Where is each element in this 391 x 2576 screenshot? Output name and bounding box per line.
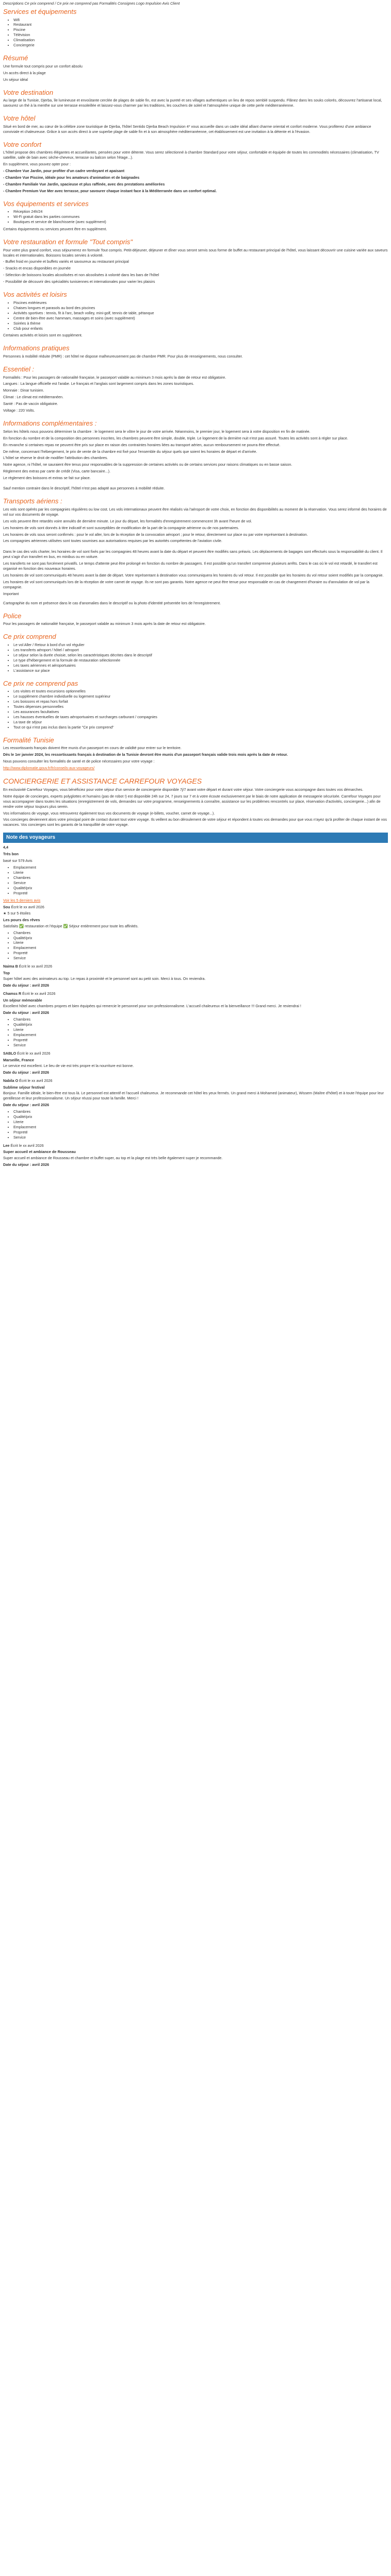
essentiel-line: Climat : Le climat est méditerranéen. <box>3 395 64 400</box>
review-author: Naima B <box>3 964 18 969</box>
review-text: Excellent hôtel avec chambres propres et bien équipées qui remercie le personnel pour son professionnalisme. L'accueil chaleureux et la bienveillance !!! Grand merci. Je reviendrai ! <box>3 1004 301 1009</box>
complementaires-para: En revanche si certaines repas ne peuvent être pris sur place en raison des contraintes horaires liées au transport aérien, aucun remboursement ne pourra être effectué. <box>3 442 281 447</box>
ne-comprend-item: • Les hausses éventuelles de taxes aéroportuaires et surcharges carburant / compagnies <box>13 715 388 720</box>
restauration-item: - Snacks et encas disponibles en journée <box>3 266 71 271</box>
review-criteria <box>3 930 388 961</box>
transferts-para: Les horaires de vol sont communiqués 48 heures avant la date de départ. Votre représentant à destination vous communiquera les horaires du vol retour. Il est possible que les horaires du vol retour soient modifiés par la compagnie. <box>3 573 384 578</box>
review-stars: ★ 5 sur 5 étoiles <box>3 911 31 916</box>
ne-comprend-item: • Les boissons et repas hors forfait <box>13 699 388 704</box>
review-criterion: • Emplacement <box>13 945 388 951</box>
ne-comprend-item: • Toutes dépenses personnelles <box>13 704 388 709</box>
confort-title: Votre confort <box>3 140 41 148</box>
supplement-line: - Chambre Vue Jardin, pour profiter d'un cadre verdoyant et apaisant <box>3 168 125 173</box>
reviews-header: Note des voyageurs <box>3 833 388 843</box>
review-date: Écrit le xx avril 2026 <box>19 1078 53 1083</box>
review-criterion: • Literie <box>13 1027 388 1032</box>
service-item: • Conciergerie <box>13 43 388 48</box>
service-item: • Télévision <box>13 32 388 38</box>
review-card <box>3 1051 388 1075</box>
criterion: • Propreté <box>13 891 388 896</box>
ne-comprend-item: • Les assurances facultatives <box>13 709 388 715</box>
review-title: Sublime séjour festival <box>3 1084 45 1090</box>
equipement-item: • Boutiques et service de blanchisserie (avec supplément) <box>13 219 388 225</box>
review-criterion: • Literie <box>13 940 388 945</box>
review-text: Satisfaits ✅ restauration et l'équipe ✅ Séjour entièrement pour toute les affinités. <box>3 923 139 928</box>
comprend-item: • Les transferts aéroport / hôtel / aéroport <box>13 648 388 653</box>
review-title: Les pours des rêves <box>3 918 40 923</box>
ne-comprend-item: • Tout ce qui n'est pas inclus dans la partie "Ce prix comprend" <box>13 725 388 730</box>
review-title: Super accueil et ambiance de Rousseau <box>3 1149 76 1155</box>
essentiel-line: Formalités : Pour les passagers de nationalité française, le passeport valable au minimum 3 mois après la date de retour est obligatoire. <box>3 375 226 380</box>
review-card <box>3 1078 388 1140</box>
review-date: Écrit le xx avril 2026 <box>22 991 56 996</box>
essentiel-line: Santé : Pas de vaccin obligatoire. <box>3 401 58 406</box>
review-criterion: • Qualité/prix <box>13 936 388 941</box>
destination-title: Votre destination <box>3 88 54 96</box>
view-reviews-link[interactable]: Voir les 5 derniers avis <box>3 897 41 903</box>
transferts-para: Les horaires de vol sont communiqués lors de la réception de votre carnet de voyage. Ils ne sont pas garantis. Notre agence ne peut être tenue pour responsable en cas de changement d'horaire ou d'annulation de vol par la compagnie. <box>3 580 369 589</box>
activites-list <box>3 300 388 331</box>
review-author: Nabila O <box>3 1078 19 1083</box>
service-item: • Piscine <box>13 27 388 32</box>
review-author: Chamss R <box>3 991 22 996</box>
resume-line: Une formule tout compris pour un confort absolu <box>3 63 83 69</box>
pratiques-text: Personnes à mobilité réduite (PMR) : cet hôtel ne dispose malheureusement pas de chambre PMR. Pour plus de renseignements, nous consulter. <box>3 353 243 359</box>
criterion: • Emplacement <box>13 865 388 870</box>
essentiel-line: Voltage : 220 Volts. <box>3 408 35 413</box>
review-stay-date: Date du séjour : avril 2026 <box>3 1070 50 1075</box>
reviews-criteria <box>3 865 388 896</box>
criterion: • Service <box>13 880 388 886</box>
review-title: Top <box>3 971 10 976</box>
essentiel-title: Essentiel : <box>3 365 34 373</box>
complementaires-para: Le règlement des boissons et extras se fait sur place. <box>3 476 91 481</box>
comprend-item: • Le type d'hébergement et la formule de restauration sélectionnée <box>13 658 388 663</box>
restauration-item: - Buffet froid en journée et buffets variés et savoureux au restaurant principal <box>3 259 129 264</box>
review-stay-date: Date du séjour : avril 2026 <box>3 1162 50 1167</box>
review-criterion: • Emplacement <box>13 1032 388 1038</box>
ne-comprend-item: • La taxe de séjour <box>13 720 388 725</box>
supplement-line: - Chambre Vue Piscine, idéale pour les amateurs d'animation et de baignades <box>3 175 140 180</box>
review-criterion: • Service <box>13 956 388 961</box>
review-title: Un séjour mémorable <box>3 998 42 1003</box>
review-author: Sou <box>3 904 10 909</box>
diplomatie-link[interactable]: http://www.diplomatie.gouv.fr/fr/conseils-aux-voyageurs/ <box>3 766 95 771</box>
comprend-title: Ce prix comprend <box>3 633 56 641</box>
review-criteria <box>3 1109 388 1140</box>
ne-comprend-item: • Les visites et toutes excursions optionnelles <box>13 689 388 694</box>
reviews-count: basé sur 579 Avis <box>3 858 32 863</box>
transferts-para: Les transferts ne sont pas forcément privatifs. Le temps d'attente peut être prolongé en fonction du nombre de passagers. Il est possible qu'un transfert comprenne plusieurs arrêts. Dans le cas où le vol est retardé, le transfert est organisé en fonction des nouveaux horaires. <box>3 561 378 571</box>
restauration-item: - Possibilité de découvrir des spécialités tunisiennes et internationales pour varier les plaisirs <box>3 279 155 284</box>
criterion: • Qualité/prix <box>13 886 388 891</box>
resume-line: Un accès direct à la plage <box>3 70 46 75</box>
activites-title: Vos activités et loisirs <box>3 291 67 299</box>
review-criterion: • Qualité/prix <box>13 1114 388 1120</box>
equipements-list <box>3 209 388 225</box>
review-criteria <box>3 1017 388 1048</box>
equipement-item: • Wi-Fi gratuit dans les parties communes <box>13 214 388 219</box>
destination-text: Au large de la Tunisie, Djerba, île lumineuse et envoûtante cerclée de plages de sable fin, est avec la pureté et ses villages authentiques un lieu de repos semblé suspendu. Flânez dans les souks colorés, découvrez l'artisanat local, savourez un thé à la menthe sur une terrasse ensoleillée et laissez-vous charmer par les traditions, les couchers de soleil et l'atmosphère unique de cette perle méditerranéenne. <box>3 98 382 108</box>
review-author: Lee <box>3 1143 10 1148</box>
conciergerie-para: En exclusivité Carrefour Voyages, vous bénéficiez pour votre séjour d'un service de conciergerie disponible 7j/7 avant votre départ et durant votre séjour. Votre conciergerie vous accompagne dans toutes vos démarches. <box>3 787 364 792</box>
review-text: Super hôtel avec des animateurs au top. Le repas à proximité et le personnel sont au petit soin. Merci à tous. On reviendra. <box>3 976 206 981</box>
complementaires-para: Selon les hôtels nous pouvons déterminer la chambre : le logement sera le vôtre le jour de votre arrivée. Néanmoins, le premier jour, le logement sera à votre disposition en fin de matinée. <box>3 429 311 434</box>
transport-title: Transports aériens : <box>3 497 62 505</box>
restauration-item: - Sélection de boissons locales alcoolisées et non alcoolisées à volonté dans les bars de l'hôtel <box>3 273 159 278</box>
review-date: Écrit le xx avril 2026 <box>11 904 44 909</box>
review-author: SABLO <box>3 1050 17 1056</box>
reviews-score: 4,4 <box>3 845 8 850</box>
service-item: • Restaurant <box>13 22 388 27</box>
criterion: • Chambres <box>13 875 388 880</box>
review-card <box>3 964 388 988</box>
review-criterion: • Propreté <box>13 1038 388 1043</box>
restauration-text: Pour votre plus grand confort, vous séjournerez en formule Tout compris. Petit-déjeuner, déjeuner et dîner vous seront servis sous forme de buffet au restaurant principal de l'hôtel, vous laissant découvrir une cuisine variée aux saveurs locales et internationales. Boissons locales servies à volonté. <box>3 247 388 258</box>
conciergerie-para: Vos concierges deviennent alors votre principal point de contact durant tout votre voyage. Ils veillent au bon déroulement de votre séjour et répondent à toutes vos demandes pour que vous n'ayez qu'à profiter de chaque instant de vos vacances. Vos concierges sont les garants de la tranquillité de votre voyage. <box>3 817 387 827</box>
ne-comprend-item: • Le supplément chambre individuelle ou logement supérieur <box>13 694 388 699</box>
formalite-title: Formalité Tunisie <box>3 736 54 744</box>
review-date: Écrit le xx avril 2026 <box>10 1143 44 1148</box>
hotel-title: Votre hôtel <box>3 114 36 123</box>
services-list <box>3 18 388 48</box>
transport-para: Les vols peuvent être retardés voire annulés de dernière minute. Le jour du départ, les formalités d'enregistrement commencent 3h avant l'heure de vol. <box>3 518 252 523</box>
comprend-list <box>3 642 388 673</box>
review-date: Écrit le xx avril 2026 <box>17 1050 51 1056</box>
conciergerie-para: Vos informations de voyage, vous retrouverez également tous vos documents de voyage (e-billets, voucher, carnet de voyage...). <box>3 810 215 816</box>
transport-para: Les horaires de vols sous seront confirmés : pour le vol aller, lors de la réception de la convocation aéroport ; pour le retour, directement sur place ou par votre représentant à destination. <box>3 532 308 537</box>
complementaires-para: Règlement des extras par carte de crédit (Visa, carte bancaire...). <box>3 469 111 474</box>
review-card <box>3 1143 388 1167</box>
activites-note: Certaines activités et loisirs sont en supplément. <box>3 333 83 338</box>
page <box>0 0 391 1175</box>
review-criterion: • Chambres <box>13 1109 388 1114</box>
review-criterion: • Propreté <box>13 1130 388 1135</box>
review-criterion: • Chambres <box>13 1017 388 1022</box>
conciergerie-title: CONCIERGERIE ET ASSISTANCE CARREFOUR VOYAGES <box>3 777 202 785</box>
equipements-note: Certains équipements ou services peuvent être en supplément. <box>3 227 107 232</box>
criterion: • Literie <box>13 870 388 875</box>
review-text: Super accueil et ambiance de Rousseau et chambre et buffet super, au top et la plage est très belle également super je recommande. <box>3 1155 223 1160</box>
comprend-item: • Le séjour selon la durée choisie, selon les caractéristiques décrites dans le descriptif <box>13 653 388 658</box>
important-label: Important <box>3 591 19 596</box>
police-text: Pour les passagers de nationalité française, le passeport valable au minimum 3 mois après la date de retour est obligatoire. <box>3 621 206 626</box>
review-stay-date: Date du séjour : avril 2026 <box>3 983 50 988</box>
supplement-line: - Chambre Familiale Vue Jardin, spacieuse et plus raffinée, avec des prestations améliorées <box>3 181 165 187</box>
review-card <box>3 991 388 1048</box>
transport-para: Les horaires de vols sont donnés à titre indicatif et sont susceptibles de modification de la part de la compagnie aérienne ou de nos partenaires. <box>3 525 239 530</box>
review-criterion: • Service <box>13 1135 388 1140</box>
activite-item: • Activités sportives : tennis, fit à l'arc, beach volley, mini-golf, tennis de table, pétanque <box>13 311 388 316</box>
review-criterion: • Chambres <box>13 930 388 936</box>
reviews-score-label: Très bon <box>3 852 19 857</box>
review-criterion: • Propreté <box>13 951 388 956</box>
ne-comprend-list <box>3 689 388 730</box>
transport-para: Les vols sont opérés par les compagnies régulières ou low cost. Les vols internationaux peuvent être réalisés via l'aéroport de votre choix, en fonction des disponibilités au moment de la réservation. Vous serez informé des horaires de vol sur vos documents de voyage. <box>3 506 387 517</box>
confort-text: L'hôtel propose des chambres élégantes et accueillantes, pensées pour votre détente. Vous serez sélectionné à chambre Standard pour votre séjour, confortable et équipée de toutes les commodités nécessaires (climatisation, TV satellite, salle de bain avec sèche-cheveux, terrasse ou balcon selon l'étage...). <box>3 150 379 160</box>
transport-para: Les compagnies aériennes utilisées sont toutes soumises aux autorisations requises par les autorités compétentes de l'aviation civile. <box>3 538 222 544</box>
equipement-item: • Réception 24h/24 <box>13 209 388 214</box>
comprend-item: • Les taxes aériennes et aéroportuaires <box>13 663 388 668</box>
review-criterion: • Literie <box>13 1120 388 1125</box>
service-item: • Wifi <box>13 18 388 23</box>
intro-tabs: Descriptions Ce prix comprend / Ce prix ne comprend pas Formalités Consignes Logo Impulsion Avis Client <box>3 1 180 6</box>
activite-item: • Centre de bien-être avec hammam, massages et soins (avec supplément) <box>13 316 388 321</box>
review-text: Le service est excellent. Le lieu de vie est très propre et la nourriture est bonne. <box>3 1063 134 1069</box>
essentiel-line: Langues : La langue officielle est l'arabe. Le français et l'anglais sont largement compris dans les zones touristiques. <box>3 381 194 386</box>
review-criterion: • Service <box>13 1043 388 1048</box>
complementaires-para: En fonction du nombre et de la composition des personnes inscrites, les chambres peuvent être simple, double, triple. Le logement de la dernière nuit n'est pas assuré. Toutes les activités sont à régler sur place. <box>3 435 348 440</box>
pmr-note: Sauf mention contraire dans le descriptif, l'hôtel n'est pas adapté aux personnes à mobilité réduite. <box>3 486 165 491</box>
complementaires-para: L'hôtel se réserve le droit de modifier l'attribution des chambres. <box>3 455 108 461</box>
comprend-item: • Le vol Aller / Retour à bord d'un vol régulier <box>13 642 388 648</box>
activite-item: • Piscines extérieures <box>13 300 388 306</box>
complementaires-para: Notre agence, ni l'hôtel, ne sauraient être tenus pour responsables de la suppression de certaines activités ou de certains services pour raisons climatiques ou en basse saison. <box>3 462 292 467</box>
review-card <box>3 905 388 961</box>
review-text: Bonjour. Famille idéale, le bien-être est tous là. Le personnel est attentif et l'accueil chaleureux. Je recommande cet hôtel les yeux fermés. Un grand merci à Mohamed (animateur), Wissem (Maître d'hôtel) et à toute l'équipe pour leur gentillesse et leur professionnalisme. Un séjour réussi pour toute la famille. Merci ! <box>3 1091 384 1100</box>
conciergerie-para: Notre équipe de concierges, experts polyglottes et humains (pas de robot !) est disponible 24h sur 24, 7 jours sur 7 et à votre écoute exclusivement par le biais de notre application de messagerie sécurisée. Carrefour Voyages pour vous accompagner dans toutes les situations (enregistrement de vols, demandes sur votre programme, renseignements à connaître, assistance sur les problèmes rencontrés sur place, réservation d'activités, conciergerie...) afin de rendre votre séjour toujours plus serein. <box>3 793 381 809</box>
activite-item: • Soirées à thème <box>13 321 388 326</box>
hotel-text: Situé en bord de mer, au cœur de la célèbre zone touristique de Djerba, l'hôtel Sentido Djerba Beach Impulsion 4* vous accueille dans un cadre idéal alliant charme oriental et confort moderne. Vous profiterez d'une ambiance conviviale et chaleureuse. Grâce à son accès direct à une superbe plage de sable fin et à son atmosphère méditerranéenne, cet établissement est une invitation à la détente et à l'évasion. <box>3 124 371 134</box>
essentiel-line: Monnaie : Dinar tunisien. <box>3 388 44 393</box>
complementaires-para: De même, concernant l'hébergement, le prix de vente de la chambre est fixé pour l'ensemble du séjour quels que soient les horaires de départ et d'arrivée. <box>3 449 257 454</box>
service-item: • Climatisation <box>13 38 388 43</box>
resume-line: Un séjour idéal <box>3 77 28 82</box>
resume-title: Résumé <box>3 54 28 62</box>
review-criterion: • Qualité/prix <box>13 1022 388 1027</box>
formalite-text-3: Nous pouvons consulter les formalités de santé et de police nécessaires pour votre voyage : <box>3 759 155 764</box>
review-stay-date: Date du séjour : avril 2026 <box>3 1010 50 1015</box>
supplements-intro: En supplément, vous pouvez opter pour : <box>3 161 71 166</box>
transferts-para: Dans le cas des vols charter, les horaires de vol sont fixés par les compagnies 48 heures avant la date du départ et peuvent être modifiés sans préavis. Les déplacements de bagages sont effectués sous la responsabilité du client. Il peut s'agir d'un transfert en bus, en minibus ou en voiture. <box>3 549 383 560</box>
carto-text: Cartographie du nom et présence dans le cas d'anomalies dans le descriptif ou la photo d'identité présentée lors de l'enregistrement. <box>3 600 221 605</box>
pratiques-title: Informations pratiques <box>3 344 70 352</box>
police-title: Police <box>3 612 22 620</box>
supplement-line: - Chambre Premium Vue Mer avec terrasse, pour savourer chaque instant face à la Méditerranée dans un confort optimal. <box>3 188 217 193</box>
equipements-title: Vos équipements et services <box>3 199 89 208</box>
activite-item: • Chaises longues et parasols au bord des piscines <box>13 306 388 311</box>
activite-item: • Club pour enfants <box>13 326 388 331</box>
review-criterion: • Emplacement <box>13 1125 388 1130</box>
restauration-title: Votre restauration et formule "Tout compris" <box>3 238 133 246</box>
services-title: Services et équipements <box>3 7 77 15</box>
review-title: Marseille, France <box>3 1057 34 1062</box>
complementaires-title: Informations complémentaires : <box>3 419 97 428</box>
formalite-text-2: Dès le 1er janvier 2024, les ressortissants français à destination de la Tunisie devront être munis d'un passeport français valide trois mois après la date de retour. <box>3 752 288 757</box>
formalite-text-1: Les ressortissants français doivent être munis d'un passeport en cours de validité pour entrer sur le territoire. <box>3 745 182 751</box>
review-stay-date: Date du séjour : avril 2026 <box>3 1102 50 1107</box>
comprend-item: • L'assistance sur place <box>13 668 388 673</box>
review-date: Écrit le xx avril 2026 <box>19 964 53 969</box>
ne-comprend-title: Ce prix ne comprend pas <box>3 679 78 687</box>
